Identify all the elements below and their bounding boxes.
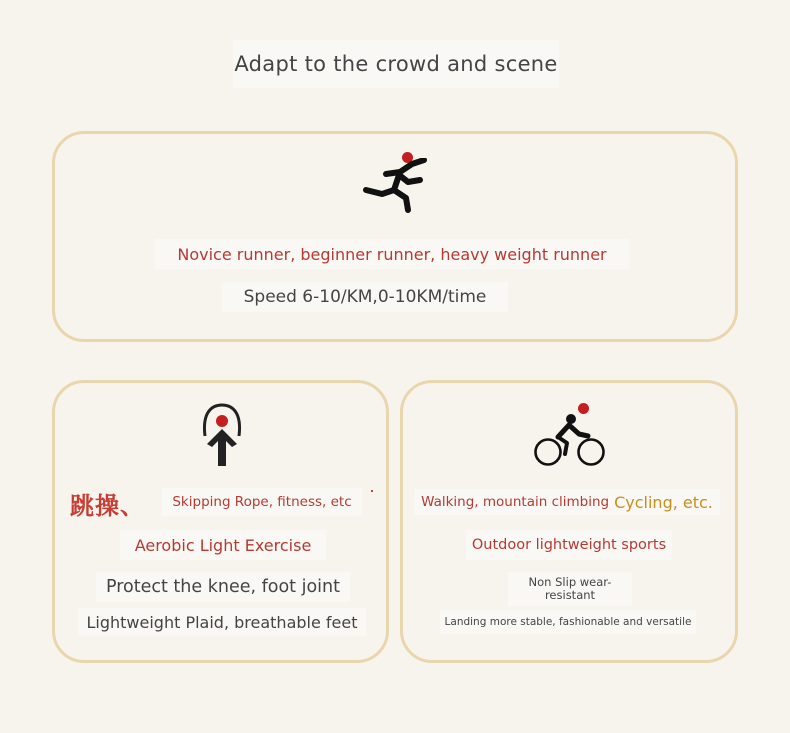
jumping-person-icon xyxy=(198,402,246,468)
rope-subtitle: Skipping Rope, fitness, etc xyxy=(162,488,362,516)
cycling-activities-row xyxy=(414,489,720,515)
cyclist-icon xyxy=(533,412,607,468)
rope-benefit-2: Lightweight Plaid, breathable feet xyxy=(78,608,366,636)
rope-chinese-title: 跳操、 xyxy=(70,491,145,520)
orange-dot xyxy=(371,490,373,492)
running-person-icon xyxy=(362,158,430,216)
cycling-category: Outdoor lightweight sports xyxy=(466,530,672,560)
page-title: Adapt to the crowd and scene xyxy=(233,40,559,88)
running-audience: Novice runner, beginner runner, heavy weight runner xyxy=(155,239,629,269)
rope-category: Aerobic Light Exercise xyxy=(120,530,326,560)
running-speed: Speed 6-10/KM,0-10KM/time xyxy=(222,282,508,312)
cycling-feature-1: Non Slip wear-resistant xyxy=(508,572,632,606)
cycling-activities: Walking, mountain climbing xyxy=(421,494,610,510)
cycling-highlight: Cycling, etc. xyxy=(614,492,713,512)
cycling-feature-2: Landing more stable, fashionable and versatile xyxy=(440,610,696,634)
rope-benefit-1: Protect the knee, foot joint xyxy=(96,572,350,602)
